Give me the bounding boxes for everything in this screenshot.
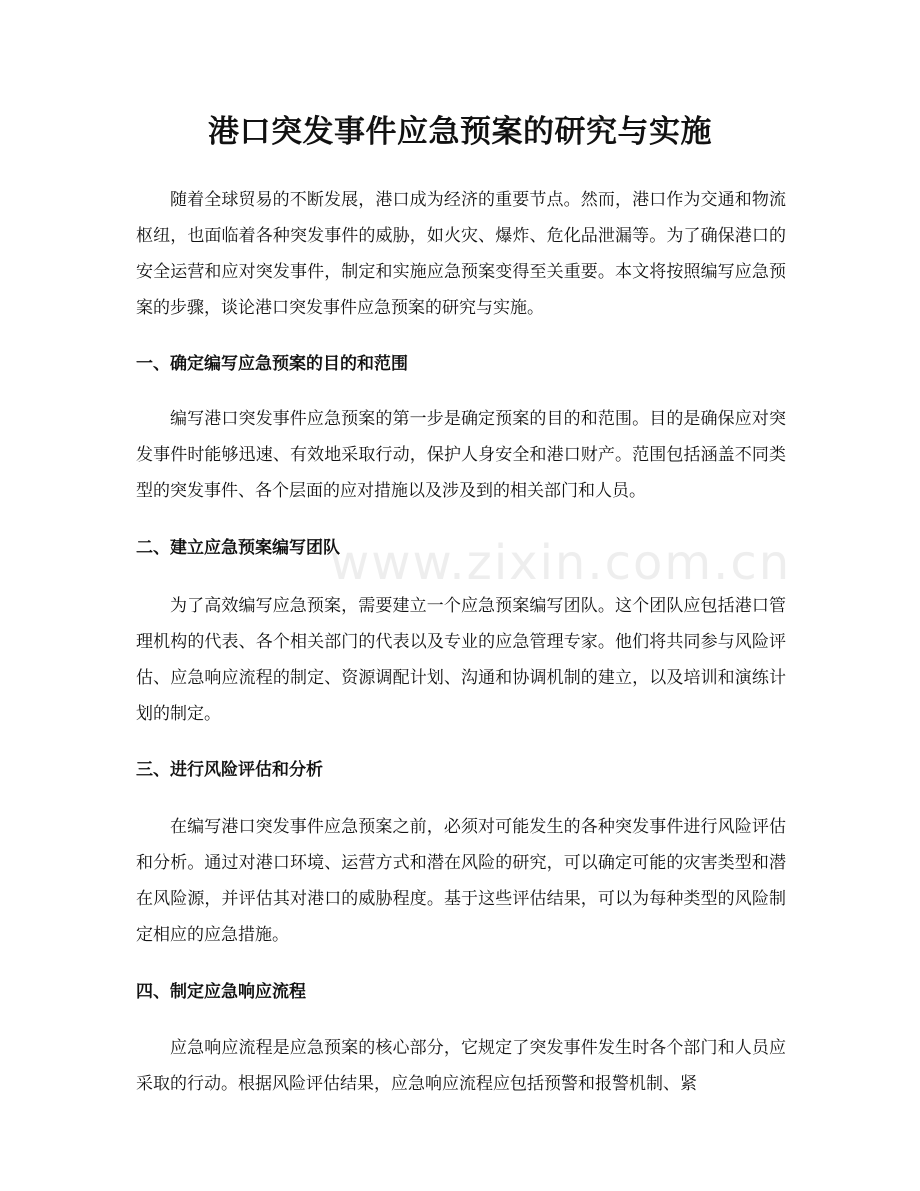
- document-title: 港口突发事件应急预案的研究与实施: [208, 114, 712, 150]
- section-paragraph-2: 为了高效编写应急预案，需要建立一个应急预案编写团队。这个团队应包括港口管理机构的代表、各个相关部门的代表以及专业的应急管理专家。他们将共同参与风险评估、应急响应流程的制定、资源调配计划、沟通和协调机制的建立，以及培训和演练计划的制定。: [136, 596, 786, 724]
- document-body: [136, 182, 786, 1102]
- section-paragraph-3: 在编写港口突发事件应急预案之前，必须对可能发生的各种突发事件进行风险评估和分析。通过对港口环境、运营方式和潜在风险的研究，可以确定可能的灾害类型和潜在风险源，并评估其对港口的威胁程度。基于这些评估结果，可以为每种类型的风险制定相应的应急措施。: [136, 817, 786, 945]
- section-heading-3: 三、进行风险评估和分析: [136, 760, 323, 780]
- section-paragraph-4: 应急响应流程是应急预案的核心部分，它规定了突发事件发生时各个部门和人员应采取的行动。根据风险评估结果，应急响应流程应包括预警和报警机制、紧: [136, 1038, 786, 1094]
- section-heading-1: 一、确定编写应急预案的目的和范围: [136, 354, 408, 374]
- section-heading-2: 二、建立应急预案编写团队: [136, 538, 340, 558]
- section-heading-4: 四、制定应急响应流程: [136, 982, 306, 1002]
- watermark-text: www.zixin.com.cn: [330, 535, 792, 591]
- section-paragraph-1: 编写港口突发事件应急预案的第一步是确定预案的目的和范围。目的是确保应对突发事件时能够迅速、有效地采取行动，保护人身安全和港口财产。范围包括涵盖不同类型的突发事件、各个层面的应对措施以及涉及到的相关部门和人员。: [136, 409, 786, 501]
- intro-paragraph: 随着全球贸易的不断发展，港口成为经济的重要节点。然而，港口作为交通和物流枢纽，也面临着各种突发事件的威胁，如火灾、爆炸、危化品泄漏等。为了确保港口的安全运营和应对突发事件，制定和实施应急预案变得至关重要。本文将按照编写应急预案的步骤，谈论港口突发事件应急预案的研究与实施。: [136, 190, 786, 318]
